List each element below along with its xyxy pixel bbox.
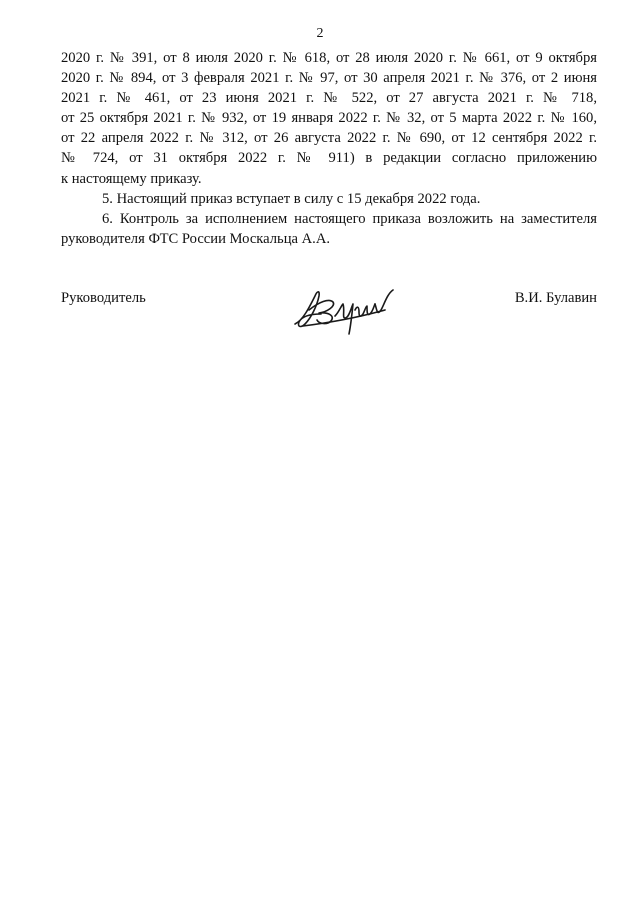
text-line: 2021 г. № 461, от 23 июня 2021 г. № 522, от 27 августа 2021 г. № 718, xyxy=(61,90,597,107)
text-line: от 25 октября 2021 г. № 932, от 19 января 2022 г. № 32, от 5 марта 2022 г. № 160, xyxy=(61,110,597,127)
handwritten-signature-icon xyxy=(289,280,399,340)
paragraph-continuation xyxy=(61,48,597,189)
signatory-title: Руководитель xyxy=(61,290,146,306)
document-body xyxy=(61,48,597,249)
text-line: 2020 г. № 391, от 8 июля 2020 г. № 618, от 28 июля 2020 г. № 661, от 9 октября xyxy=(61,50,597,66)
text-line: 5. Настоящий приказ вступает в силу с 15 декабря 2022 года. xyxy=(102,190,481,207)
signatory-name: В.И. Булавин xyxy=(514,290,597,306)
text-line: № 724, от 31 октября 2022 г. № 911) в редакции согласно приложению xyxy=(61,150,597,167)
paragraph-item-6 xyxy=(61,209,597,249)
text-line: от 22 апреля 2022 г. № 312, от 26 августа 2022 г. № 690, от 12 сентября 2022 г. xyxy=(61,130,597,147)
text-line: 2020 г. № 894, от 3 февраля 2021 г. № 97, от 30 апреля 2021 г. № 376, от 2 июня xyxy=(61,70,597,87)
text-line: руководителя ФТС России Москальца А.А. xyxy=(61,230,331,247)
text-line: 6. Контроль за исполнением настоящего приказа возложить на заместителя xyxy=(102,210,597,227)
signature-block xyxy=(61,290,597,350)
text-line: к настоящему приказу. xyxy=(61,170,202,187)
page-number: 2 xyxy=(316,26,324,41)
paragraph-item-5 xyxy=(61,189,597,209)
